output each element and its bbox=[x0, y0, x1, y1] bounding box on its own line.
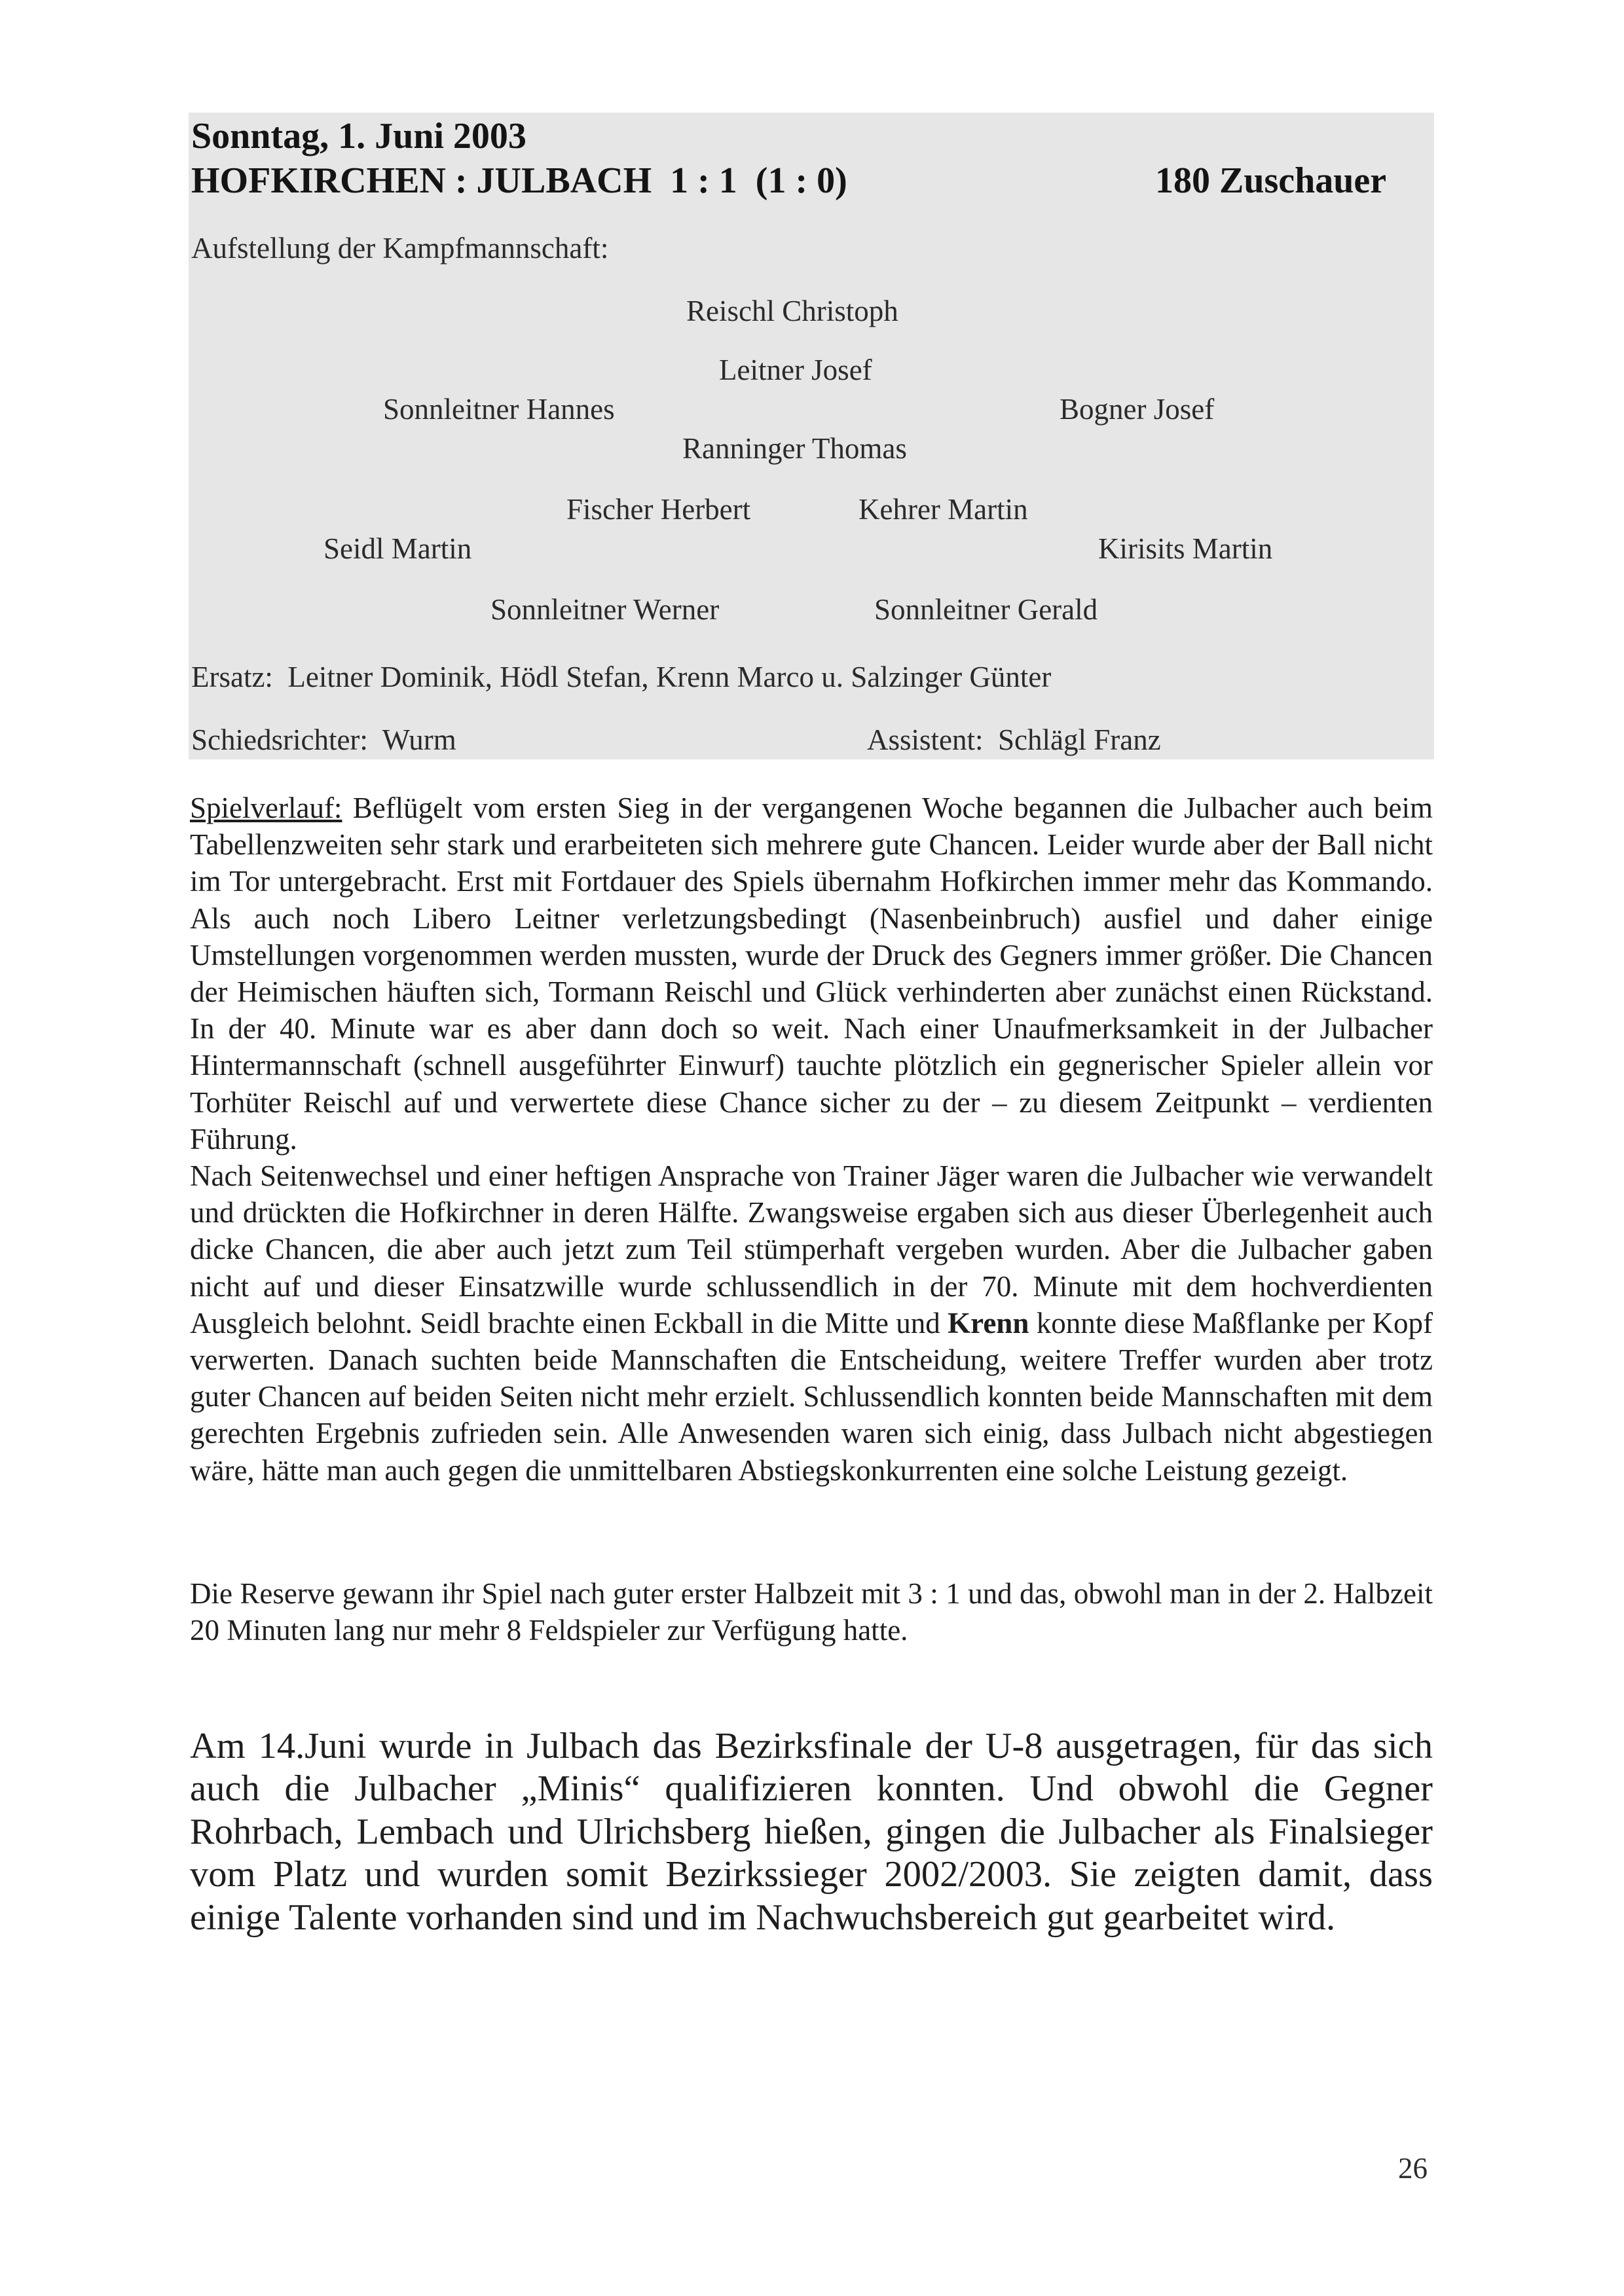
report-text-ending: konnte diese Maßflanke per Kopf verwerten. Danach suchten beide Mannschaften die Entscheidung, weitere Treffer wurden aber trotz guter Chancen auf beiden Seiten nicht mehr erzielt. Schlussendlich konnten beide Mannschaften mit dem gerechten Ergebnis zufrieden sein. Alle Anwesenden waren sich einig, dass Julbach nicht abgestiegen wäre, hätte man auch gegen die unmittelbaren Abstiegskonkurrenten eine solche Leistung gezeigt. bbox=[190, 1306, 1433, 1487]
youth-report bbox=[190, 1725, 1433, 1939]
reserve-text: Die Reserve gewann ihr Spiel nach guter erster Halbzeit mit 3 : 1 und das, obwohl man in der 2. Halbzeit 20 Minuten lang nur mehr 8 Feldspieler zur Verfügung hatte. bbox=[190, 1577, 1433, 1647]
player-wing-right: Kirisits Martin bbox=[1098, 532, 1273, 565]
player-forward-right: Sonnleitner Gerald bbox=[874, 593, 1098, 626]
player-goalkeeper: Reischl Christoph bbox=[686, 295, 898, 327]
player-right-back: Bogner Josef bbox=[1060, 393, 1215, 426]
substitutes: Ersatz: Leitner Dominik, Hödl Stefan, Krenn Marco u. Salzinger Günter bbox=[191, 661, 1052, 693]
youth-text: Am 14.Juni wurde in Julbach das Bezirksfinale der U-8 ausgetragen, für das sich auch die Julbacher „Minis“ qualifizieren konnten. Und obwohl die Gegner Rohrbach, Lembach und Ulrichsberg hießen, gingen die Julbacher als Finalsieger vom Platz und wurden somit Bezirkssieger 2002/2003. Sie zeigten damit, dass einige Talente vorhanden sind und im Nachwuchsbereich gut gearbeitet wird. bbox=[190, 1726, 1433, 1938]
report-label: Spielverlauf: bbox=[190, 792, 342, 824]
match-report bbox=[190, 790, 1433, 1489]
page-number: 26 bbox=[1398, 2152, 1428, 2185]
reserve-report bbox=[190, 1575, 1433, 1649]
referee: Schiedsrichter: Wurm bbox=[191, 723, 456, 756]
player-mid-right: Kehrer Martin bbox=[858, 493, 1028, 526]
lineup-label: Aufstellung der Kampfmannschaft: bbox=[191, 232, 609, 264]
player-stopper: Ranninger Thomas bbox=[682, 432, 907, 465]
match-date: Sonntag, 1. Juni 2003 bbox=[191, 116, 526, 156]
match-info-box bbox=[189, 113, 1434, 759]
assistant-referee: Assistent: Schlägl Franz bbox=[867, 723, 1161, 756]
report-text-first-half: Beflügelt vom ersten Sieg in der vergangenen Woche begannen die Julbacher auch beim Tabellenzweiten sehr stark und erarbeiteten sich mehrere gute Chancen. Leider wurde aber der Ball nicht im Tor untergebracht. Erst mit Fortdauer des Spiels übernahm Hofkirchen immer mehr das Kommando. Als auch noch Libero Leitner verletzungsbedingt (Nasenbeinbruch) ausfiel und daher einige Umstellungen vorgenommen werden mussten, wurde der Druck des Gegners immer größer. Die Chancen der Heimischen häuften sich, Tormann Reischl und Glück verhinderten aber zunächst einen Rückstand. In der 40. Minute war es aber dann doch so weit. Nach einer Unaufmerksamkeit in der Julbacher Hintermannschaft (schnell ausgeführter Einwurf) tauchte plötzlich ein gegnerischer Spieler allein vor Torhüter Reischl auf und verwertete diese Chance sicher zu der – zu diesem Zeitpunkt – verdienten Führung. bbox=[190, 792, 1433, 1156]
player-libero: Leitner Josef bbox=[719, 354, 872, 386]
report-paragraph-first-half bbox=[190, 790, 1433, 1157]
report-paragraph-second-half bbox=[190, 1157, 1433, 1489]
player-forward-left: Sonnleitner Werner bbox=[490, 593, 720, 626]
report-text-second-half: Nach Seitenwechsel und einer heftigen Ansprache von Trainer Jäger waren die Julbacher wie verwandelt und drückten die Hofkirchner in deren Hälfte. Zwangsweise ergaben sich aus dieser Überlegenheit auch dicke Chancen, die aber auch jetzt zum Teil stümperhaft vergeben wurden. Aber die Julbacher gaben nicht auf und dieser Einsatzwille wurde schlussendlich in der 70. Minute mit dem hochverdienten Ausgleich belohnt. Seidl brachte einen Eckball in die Mitte und bbox=[190, 1159, 1433, 1339]
player-mid-left: Fischer Herbert bbox=[566, 493, 751, 526]
spectator-count: 180 Zuschauer bbox=[1155, 160, 1387, 201]
player-wing-left: Seidl Martin bbox=[323, 532, 472, 565]
match-result: HOFKIRCHEN : JULBACH 1 : 1 (1 : 0) bbox=[191, 160, 847, 201]
player-left-back: Sonnleitner Hannes bbox=[383, 393, 615, 426]
scorer-name: Krenn bbox=[948, 1306, 1029, 1339]
